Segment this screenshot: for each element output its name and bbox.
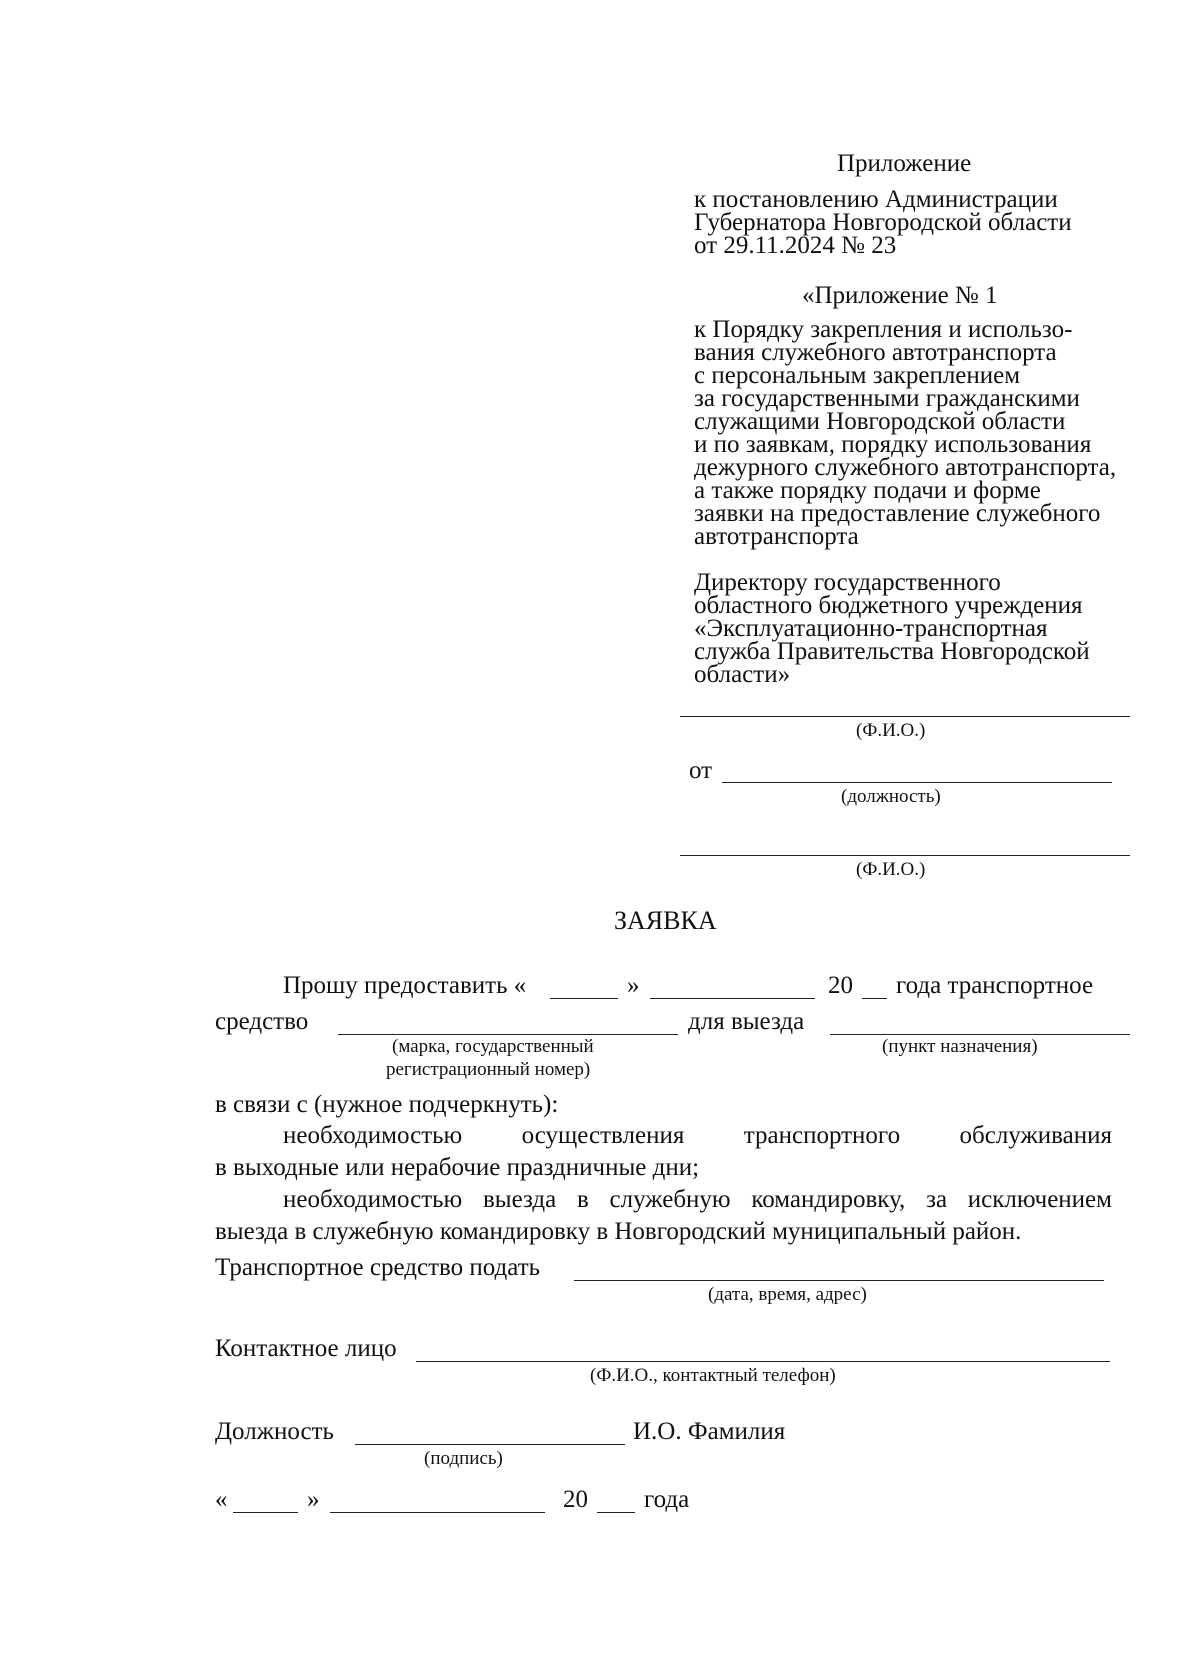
order-line: заявки на предоставление служебного [694,500,1101,527]
order-line: служащими Новгородской области [694,408,1066,435]
document-title: ЗАЯВКА [614,906,717,935]
request-month-field[interactable] [650,998,815,999]
addressee-line: области» [694,661,791,688]
destination-caption: (пункт назначения) [882,1036,1038,1057]
date-quote-open: « [215,1486,228,1513]
submit-details-field[interactable] [574,1280,1104,1281]
reason-option-1-cont[interactable]: в выходные или нерабочие праздничные дни; [215,1154,700,1181]
reason-option-1[interactable] [283,1122,1112,1150]
submit-label: Транспортное средство подать [215,1254,541,1281]
addressee-line: областного бюджетного учреждения [694,592,1083,619]
order-line: к Порядку закрепления и использо- [694,316,1073,343]
request-year-field[interactable] [862,998,887,999]
date-year-field[interactable] [597,1512,635,1513]
date-month-field[interactable] [330,1512,545,1513]
fio-caption: (Ф.И.О.) [856,720,926,741]
signature-position: Должность [215,1418,334,1445]
order-line: вания служебного автотранспорта [694,339,1057,366]
request-prefix: Прошу предоставить « [283,972,527,999]
request-suffix: года транспортное [896,972,1094,999]
destination-field[interactable] [830,1034,1130,1035]
reason-intro: в связи с (нужное подчеркнуть): [215,1091,559,1118]
decree-reference [694,188,1072,257]
vehicle-label: средство [215,1008,309,1035]
order-line: за государственными гражданскими [694,385,1080,412]
applicant-fio-field[interactable] [680,855,1130,856]
contact-caption: (Ф.И.О., контактный телефон) [590,1365,836,1386]
reason-word: исключением [967,1186,1112,1213]
submit-caption: (дата, время, адрес) [708,1284,867,1305]
addressee-line: служба Правительства Новгородской [694,638,1090,665]
addressee-line: Директору государственного [694,569,1001,596]
applicant-position-field[interactable] [722,782,1112,783]
director-fio-field[interactable] [680,716,1130,717]
order-line: а также порядку подачи и форме [694,477,1041,504]
order-line: и по заявкам, порядку использования [694,431,1092,458]
request-day-field[interactable] [550,998,618,999]
from-label: от [689,757,713,784]
order-line: дежурного служебного автотранспорта, [694,454,1117,481]
signature-caption: (подпись) [424,1448,503,1469]
reason-option-2-cont[interactable]: выезда в служебную командировку в Новгородский муниципальный район. [215,1218,1022,1245]
contact-field[interactable] [416,1361,1110,1362]
signature-field[interactable] [355,1444,625,1445]
vehicle-field[interactable] [338,1034,678,1035]
decree-line: к постановлению Администрации [694,186,1058,213]
appendix-title: Приложение [837,150,972,177]
addressee-line: «Эксплуатационно-транспортная [694,615,1048,642]
date-day-field[interactable] [233,1512,298,1513]
date-suffix: года [644,1486,690,1513]
date-year-prefix: 20 [563,1486,588,1513]
decree-line: от 29.11.2024 № 23 [694,232,897,259]
reason-word: транспортного [743,1122,901,1149]
contact-label: Контактное лицо [215,1335,397,1362]
signature-name: И.О. Фамилия [633,1418,786,1445]
reason-word: необходимостью [283,1122,463,1149]
reason-word: осуществления [521,1122,685,1149]
vehicle-caption: (марка, государственный [392,1036,594,1057]
request-year-prefix: 20 [828,972,853,999]
fio-caption: (Ф.И.О.) [856,859,926,880]
quote-close: » [627,972,640,999]
reason-word: в [576,1186,589,1213]
order-reference [694,318,1116,548]
departure-label: для выезда [688,1008,805,1035]
reason-word: за [926,1186,948,1213]
date-quote-close: » [307,1486,320,1513]
decree-line: Губернатора Новгородской области [694,209,1072,236]
reason-word: командировку, [751,1186,906,1213]
order-line: с персональным закреплением [694,362,1021,389]
appendix-number: «Приложение № 1 [802,282,998,309]
order-line: автотранспорта [694,523,859,550]
reason-word: служебную [609,1186,731,1213]
reason-word: выезда [482,1186,557,1213]
reason-word: обслуживания [959,1122,1112,1149]
position-caption: (должность) [841,786,941,807]
reason-word: необходимостью [283,1186,463,1213]
reason-option-2[interactable] [283,1186,1112,1214]
vehicle-caption: регистрационный номер) [386,1059,591,1080]
addressee [694,571,1090,686]
